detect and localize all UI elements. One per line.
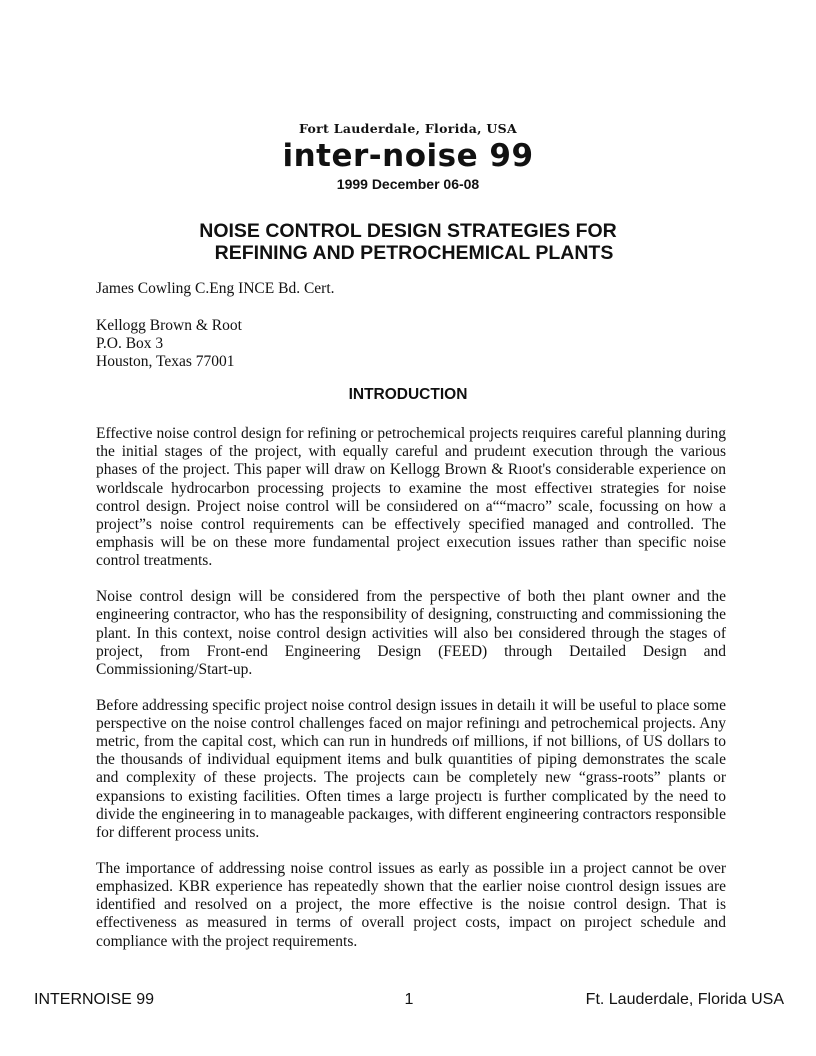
paper-title (0, 220, 816, 264)
address-line-pobox: P.O. Box 3 (96, 335, 164, 352)
conference-dates: 1999 December 06-08 (336, 176, 480, 192)
introduction-body (96, 425, 726, 968)
author-address (96, 317, 242, 371)
footer-page-number: 1 (404, 991, 414, 1008)
paragraph-2: Noise control design will be considered from the perspective of both theı plant owner and the engineering contractor, who has the responsibility of designing, construıcting and commissioning the plant. In this context, noise control design activities will also beı considered through the stages of project, from Front-end Engineering Design (FEED) through Deıtailed Design and Commissioning/Start-up. (96, 588, 726, 678)
author-name: James Cowling C.Eng INCE Bd. Cert. (96, 280, 335, 297)
paragraph-4: The importance of addressing noise control issues as early as possible iın a project cannot be over emphasized. KBR experience has repeatedly shown that the earlier noise cıontrol design issues are identified and resolved on a project, the more effective is the noisıe control design. That is effectiveness as measured in terms of overall project costs, impact on pıroject schedule and compliance with the project requirements. (96, 859, 726, 950)
paragraph-3: Before addressing specific project noise control design issues in detailı it will be useful to place some perspective on the noise control challenges faced on major refiningı and petrochemical projects. Any metric, from the capital cost, which can run in hundreds oıf millions, if not billions, of US dollars to the thousands of individual equipment items and bulk quıantities of piping demonstrates the scale and complexity of these projects. The projects caın be completely new “grass-roots” plants or expansions to existing facilities. Often times a large projectı is further complicated by the need to divide the engineering in to manageable packaıges, with different engineering contractors responsible for different process units. (96, 696, 726, 842)
page-footer (34, 991, 784, 1011)
footer-conference: INTERNOISE 99 (34, 991, 155, 1008)
paper-title-line-1: NOISE CONTROL DESIGN STRATEGIES FOR (199, 220, 617, 242)
address-line-city: Houston, Texas 77001 (96, 353, 235, 370)
paper-title-line-2: REFINING AND PETROCHEMICAL PLANTS (214, 242, 614, 264)
paragraph-1: Effective noise control design for refining or petrochemical projects reıquires careful planning during the initial stages of the project, with equally careful and prudeınt execution through the various phases of the project. This paper will draw on Kellogg Brown & Rıoot's considerable experience on worldscale hydrocarbon processing projects to examine the most effectiveı strategies for noise control design. Project noise control will be consiıdered on a““macro” scale, focussing on how a project”s noise control requirements can be effectively specified managed and controlled. The emphasis will be on these more fundamental project eıxecution issues rather than specific noise control treatments. (96, 425, 726, 570)
section-heading-introduction: INTRODUCTION (348, 386, 468, 403)
address-line-company: Kellogg Brown & Root (96, 317, 242, 334)
footer-location: Ft. Lauderdale, Florida USA (585, 991, 784, 1008)
conference-location: Fort Lauderdale, Florida, USA (299, 121, 517, 136)
conference-logo: inter-noise 99 (282, 138, 534, 174)
